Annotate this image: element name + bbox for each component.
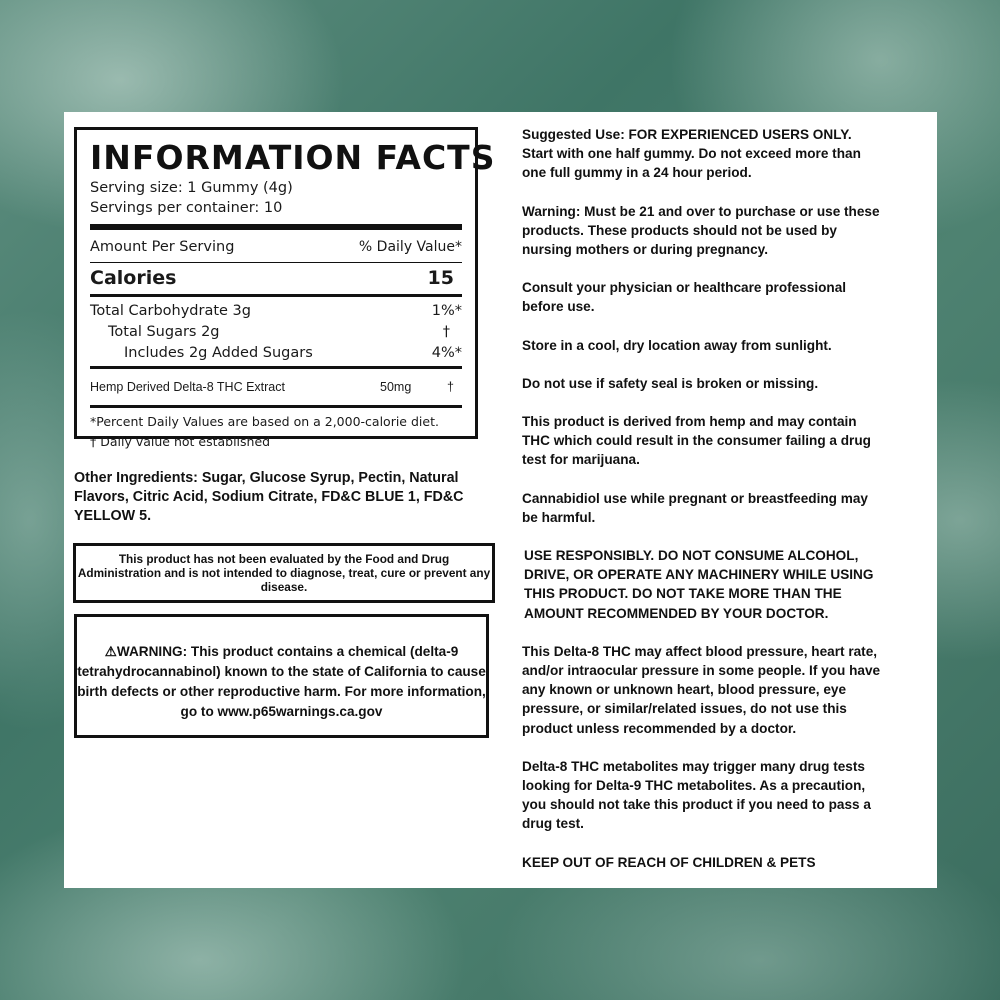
divider	[90, 224, 462, 230]
suggested-use: Suggested Use: FOR EXPERIENCED USERS ONLY. Start with one half gummy. Do not exceed more than one full gummy in a 24 hour period.	[522, 127, 861, 181]
calories-value: 15	[427, 267, 454, 289]
drug-test-hemp-notice: This product is derived from hemp and may contain THC which could result in the consumer failing a drug test for marijuana.	[522, 414, 871, 468]
cannabidiol-pregnancy-notice: Cannabidiol use while pregnant or breastfeeding may be harmful.	[522, 490, 868, 525]
divider	[90, 405, 462, 408]
calories-row	[90, 265, 462, 291]
nutrient-label: Total Carbohydrate 3g	[90, 302, 251, 319]
blood-pressure-notice: This Delta-8 THC may affect blood pressure, heart rate, and/or intraocular pressure in some people. If you have any known or unknown heart, blood pressure, eye pressure, or similar/related issues, do not use this product unless recommended by a doctor.	[522, 643, 881, 736]
storage-instructions: Store in a cool, dry location away from sunlight.	[522, 337, 832, 353]
footnote-daily-value: † Daily value not established	[90, 434, 271, 449]
nutrient-daily-value: †	[442, 323, 450, 340]
amount-per-serving-label: Amount Per Serving	[90, 239, 235, 255]
nutrient-row	[90, 300, 462, 321]
calories-label: Calories	[90, 267, 177, 289]
nutrient-label: Includes 2g Added Sugars	[124, 344, 313, 361]
consult-physician: Consult your physician or healthcare professional before use.	[522, 280, 847, 315]
facts-title: INFORMATION FACTS	[90, 138, 496, 177]
hemp-extract-label: Hemp Derived Delta-8 THC Extract	[90, 380, 285, 394]
use-responsibly-notice: USE RESPONSIBLY. DO NOT CONSUME ALCOHOL, DRIVE, OR OPERATE ANY MACHINERY WHILE USING THIS PRODUCT. DO NOT TAKE MORE THAN THE AMOUNT RECOMMENDED BY YOUR DOCTOR.	[524, 548, 874, 621]
fda-disclaimer-box	[73, 543, 495, 603]
warning-triangle-icon: ⚠	[104, 644, 117, 659]
divider	[90, 294, 462, 297]
hemp-extract-amount: 50mg	[380, 380, 412, 394]
hemp-extract-daily-value: †	[447, 380, 454, 394]
age-warning: Warning: Must be 21 and over to purchase or use these products. These products should not be used by nursing mothers or during pregnancy.	[522, 203, 880, 258]
serving-size: Serving size: 1 Gummy (4g)	[90, 180, 293, 196]
prop65-warning-text: WARNING: This product contains a chemical (delta-9 tetrahydrocannabinol) known to the state of California to cause birth defects or other reproductive harm. For more information, go to www.p65warnings.ca.gov	[77, 644, 486, 719]
nutrient-daily-value: 1%*	[431, 302, 462, 319]
prop65-warning-box	[74, 614, 489, 738]
nutrient-label: Total Sugars 2g	[108, 323, 220, 340]
amount-header-row	[90, 234, 462, 260]
hemp-extract-row	[90, 372, 462, 402]
right-column-text	[522, 125, 932, 891]
fda-disclaimer-text: This product has not been evaluated by the Food and Drug Administration and is not intended to diagnose, treat, cure or prevent any disease.	[77, 552, 491, 594]
divider	[90, 366, 462, 369]
metabolites-notice: Delta-8 THC metabolites may trigger many drug tests looking for Delta-9 THC metabolites. As a precaution, you should not take this product if you need to pass a drug test.	[522, 758, 871, 832]
nutrient-row	[90, 321, 462, 342]
other-ingredients: Other Ingredients: Sugar, Glucose Syrup, Pectin, Natural Flavors, Citric Acid, Sodium Citrate, FD&C BLUE 1, FD&C YELLOW 5.	[74, 470, 464, 524]
safety-seal-notice: Do not use if safety seal is broken or missing.	[522, 375, 819, 391]
footnote-percent-daily: *Percent Daily Values are based on a 2,000-calorie diet.	[90, 414, 439, 429]
nutrient-row	[90, 342, 462, 363]
information-facts-panel	[74, 127, 496, 449]
label-card	[64, 112, 937, 888]
nutrient-daily-value: 4%*	[431, 344, 462, 361]
daily-value-header: % Daily Value*	[358, 239, 462, 255]
servings-per-container: Servings per container: 10	[90, 200, 283, 216]
keep-out-of-reach: KEEP OUT OF REACH OF CHILDREN & PETS	[522, 854, 816, 870]
divider	[90, 262, 462, 263]
